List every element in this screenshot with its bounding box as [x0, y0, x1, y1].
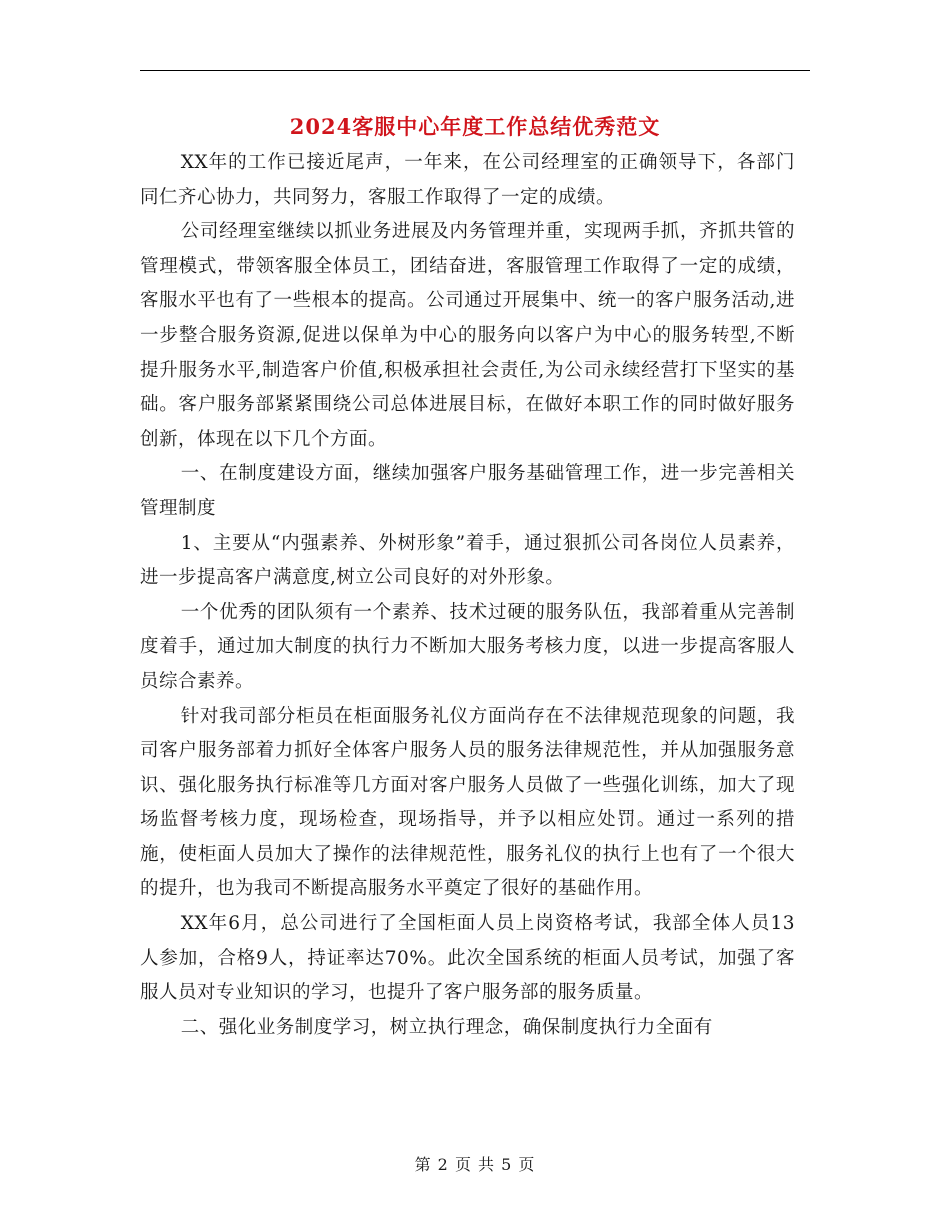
- paragraph: XX年的工作已接近尾声，一年来，在公司经理室的正确领导下，各部门同仁齐心协力，共同努力，客服工作取得了一定的成绩。: [140, 152, 795, 208]
- paragraph: 1、主要从“内强素养、外树形象”着手，通过狠抓公司各岗位人员素养，进一步提高客户满意度,树立公司良好的对外形象。: [140, 532, 795, 589]
- paragraph: 针对我司部分柜员在柜面服务礼仪方面尚存在不法律规范现象的问题，我司客户服务部着力抓好全体客户服务人员的服务法律规范性，并从加强服务意识、强化服务执行标准等几方面对客户服务人员做了一些强化训练，加大了现场监督考核力度，现场检查，现场指导，并予以相应处罚。通过一系列的措施，使柜面人员加大了操作的法律规范性，服务礼仪的执行上也有了一个很大的提升，也为我司不断提高服务水平奠定了很好的基础作用。: [140, 705, 795, 900]
- section-heading: 一、在制度建设方面，继续加强客户服务基础管理工作，进一步完善相关管理制度: [140, 463, 795, 519]
- page-footer: 第 2 页 共 5 页: [414, 1155, 536, 1174]
- paragraph: 公司经理室继续以抓业务进展及内务管理并重，实现两手抓，齐抓共管的管理模式，带领客服全体员工，团结奋进，客服管理工作取得了一定的成绩，客服水平也有了一些根本的提高。公司通过开展集中、统一的客户服务活动,进一步整合服务资源,促进以保单为中心的服务向以客户为中心的服务转型,不断提升服务水平,制造客户价值,积极承担社会责任,为公司永续经营打下坚实的基础。客户服务部紧紧围绕公司总体进展目标，在做好本职工作的同时做好服务创新，体现在以下几个方面。: [140, 221, 795, 450]
- document-title: 2024客服中心年度工作总结优秀范文: [289, 114, 661, 139]
- paragraph: 一个优秀的团队须有一个素养、技术过硬的服务队伍，我部着重从完善制度着手，通过加大制度的执行力不断加大服务考核力度，以进一步提高客服人员综合素养。: [140, 601, 795, 692]
- paragraph: XX年6月，总公司进行了全国柜面人员上岗资格考试，我部全体人员13人参加，合格9人，持证率达70%。此次全国系统的柜面人员考试，加强了客服人员对专业知识的学习，也提升了客户服务部的服务质量。: [140, 913, 795, 1004]
- section-heading: 二、强化业务制度学习，树立执行理念，确保制度执行力全面有: [180, 1016, 713, 1038]
- header-rule: [140, 70, 810, 71]
- document-body: [140, 146, 795, 1045]
